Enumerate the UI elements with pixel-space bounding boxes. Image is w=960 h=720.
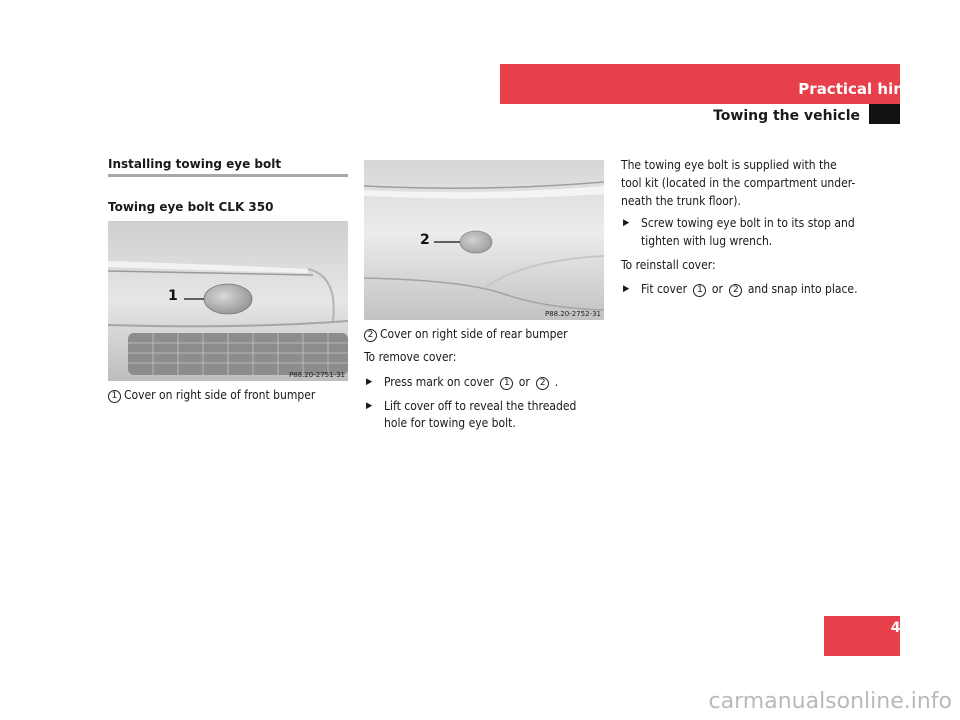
reinstall-label: To reinstall cover: (621, 258, 716, 272)
section-title: Practical hints (798, 80, 920, 98)
rear-caption (364, 325, 568, 343)
step-text: Press mark on cover (384, 375, 494, 389)
figure-code: P88.20-2751-31 (288, 371, 345, 379)
front-caption (108, 386, 315, 404)
figure-callout-2: 2 (420, 232, 430, 248)
header-block (869, 104, 900, 124)
intro-line-3: neath the trunk floor). (621, 194, 741, 208)
marker-2: 2 (536, 377, 549, 390)
bullet-icon: ▶ (366, 401, 373, 411)
step-text: or (518, 375, 530, 389)
section-heading: Installing towing eye bolt (108, 157, 282, 171)
subheading: Towing eye bolt CLK 350 (108, 200, 274, 214)
front-bumper-figure (108, 221, 348, 381)
remove-step-2-line-2: hole for towing eye bolt. (384, 416, 516, 430)
step-text: or (711, 282, 723, 296)
rear-bumper-illustration (364, 160, 604, 320)
marker-1: 1 (693, 284, 706, 297)
figure-callout-1: 1 (168, 288, 178, 304)
install-step-line-1: Screw towing eye bolt in to its stop and (641, 216, 855, 230)
marker-2: 2 (364, 329, 377, 342)
remove-step-1 (384, 373, 558, 391)
marker-1: 1 (500, 377, 513, 390)
reinstall-step (641, 280, 858, 298)
page-number-box (824, 616, 900, 656)
intro-line-2: tool kit (located in the compartment under- (621, 176, 856, 190)
figure-code: P88.20-2752-31 (544, 310, 601, 318)
intro-line-1: The towing eye bolt is supplied with the (621, 158, 837, 172)
front-bumper-illustration (108, 221, 348, 381)
heading-rule (108, 174, 348, 177)
subsection-title: Towing the vehicle (713, 108, 860, 124)
marker-1: 1 (108, 390, 121, 403)
remove-step-2-line-1: Lift cover off to reveal the threaded (384, 399, 577, 413)
remove-cover-label: To remove cover: (364, 350, 457, 364)
bullet-icon: ▶ (623, 284, 630, 294)
rear-bumper-figure (364, 160, 604, 320)
caption-text: Cover on right side of front bumper (124, 388, 316, 402)
step-text: . (554, 375, 559, 389)
bullet-icon: ▶ (366, 377, 373, 387)
watermark: carmanualsonline.info (708, 689, 952, 714)
bullet-icon: ▶ (623, 218, 630, 228)
marker-2: 2 (729, 284, 742, 297)
step-text: Fit cover (641, 282, 688, 296)
install-step-line-2: tighten with lug wrench. (641, 234, 773, 248)
page-number: 429 (890, 620, 920, 636)
caption-text: Cover on right side of rear bumper (380, 327, 568, 341)
step-text: and snap into place. (747, 282, 858, 296)
